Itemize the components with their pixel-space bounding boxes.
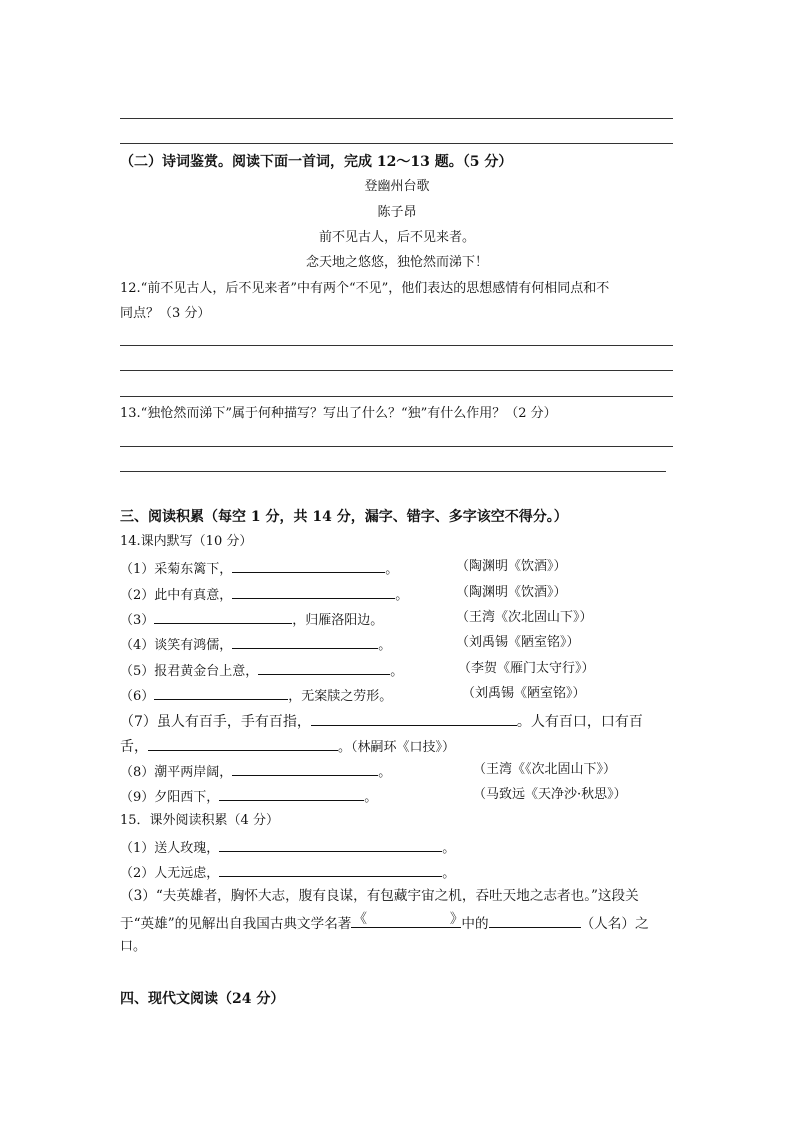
recite-suffix: ，无案牍之劳形。 xyxy=(288,689,393,704)
answer-line[interactable] xyxy=(120,446,673,447)
question-13: 13.“独怆然而涕下”属于何种描写？写出了什么？“独”有什么作用？（2 分） xyxy=(120,406,557,421)
q15-item-1 xyxy=(120,838,455,857)
answer-line[interactable] xyxy=(120,345,673,346)
blank-field[interactable] xyxy=(154,686,288,700)
blank-field[interactable] xyxy=(232,762,378,776)
recite-source-3: （王湾《次北固山下》） xyxy=(456,610,593,625)
recite-prompt: 舌， xyxy=(120,739,148,755)
recite-source-1: （陶渊明《饮酒》） xyxy=(456,559,567,574)
question-15-title: 15．课外阅读积累（4 分） xyxy=(120,813,279,828)
recite-prompt: （6） xyxy=(120,689,155,704)
blank-field[interactable] xyxy=(219,838,442,852)
blank-field[interactable] xyxy=(232,635,378,649)
poem-line-1: 前不见古人，后不见来者。 xyxy=(318,230,475,245)
blank-field[interactable] xyxy=(311,712,517,726)
recite-suffix: 。 xyxy=(395,588,409,603)
section4-heading: 四、现代文阅读（24 分） xyxy=(120,991,285,1007)
recite-suffix: 。 xyxy=(442,841,456,856)
recite-suffix: 。人有百口，口有百 xyxy=(516,714,643,730)
recite-prompt: （4）谈笑有鸿儒， xyxy=(120,638,233,653)
recite-prompt: （7）虽人有百手，手有百指， xyxy=(120,714,311,730)
recite-item-3 xyxy=(120,610,383,629)
recite-item-5 xyxy=(120,661,403,680)
question-14-title: 14.课内默写（10 分） xyxy=(120,534,253,549)
answer-line xyxy=(120,118,673,119)
recite-item-7 xyxy=(120,712,674,730)
answer-line xyxy=(120,143,673,144)
question-12-cont: 同点？（3 分） xyxy=(120,306,211,321)
recite-prompt: （8）潮平两岸阔， xyxy=(120,765,233,780)
recite-prompt: （9）夕阳西下， xyxy=(120,790,220,805)
recite-item-7-cont xyxy=(120,737,455,756)
book-title-blank[interactable] xyxy=(351,911,464,928)
recite-item-9 xyxy=(120,787,377,806)
person-name-blank[interactable] xyxy=(489,914,581,928)
recite-source-9: （马致远《天净沙·秋思》） xyxy=(473,787,627,802)
recite-item-8 xyxy=(120,762,391,781)
recite-prompt: （2）人无远虑， xyxy=(120,866,220,881)
book-mark-open: 《 xyxy=(353,911,367,927)
recite-item-4 xyxy=(120,635,391,654)
recite-prompt: （1）采菊东篱下， xyxy=(120,562,233,577)
recite-suffix: ，归雁洛阳边。 xyxy=(292,613,384,628)
section3-heading: 三、阅读积累（每空 1 分，共 14 分，漏字、错字、多字该空不得分。） xyxy=(120,509,568,525)
book-mark-close: 》 xyxy=(449,911,464,927)
answer-line[interactable] xyxy=(120,471,666,472)
recite-prompt: （3） xyxy=(120,613,155,628)
recite-middle: 中的 xyxy=(461,916,489,932)
recite-source-4: （刘禹锡《陋室铭》） xyxy=(456,635,580,650)
blank-field[interactable] xyxy=(219,863,442,877)
question-12: 12.“前不见古人，后不见来者”中有两个“不见”，他们表达的思想感情有何相同点和不 xyxy=(120,281,610,296)
q15-item-3-end: 口。 xyxy=(120,939,147,954)
recite-suffix: 。 xyxy=(442,866,456,881)
poem-author: 陈子昂 xyxy=(377,205,417,220)
answer-line[interactable] xyxy=(120,370,673,371)
blank-field[interactable] xyxy=(219,787,364,801)
recite-suffix: 。（林嗣环《口技》） xyxy=(338,740,456,755)
recite-item-2 xyxy=(120,585,408,604)
blank-field[interactable] xyxy=(148,737,338,751)
recite-suffix: 。 xyxy=(390,664,404,679)
q15-item-3: （3）“夫英雄者，胸怀大志，腹有良谋，有包藏宇宙之机，吞吐天地之志者也。”这段关 xyxy=(120,888,639,904)
section2-heading: （二）诗词鉴赏。阅读下面一首词，完成 12～13 题。（5 分） xyxy=(120,154,513,170)
recite-source-8: （王湾《《次北固山下》） xyxy=(473,762,617,777)
recite-source-5: （李贺《雁门太守行》） xyxy=(458,661,595,676)
recite-source-2: （陶渊明《饮酒》） xyxy=(456,585,567,600)
blank-field[interactable] xyxy=(258,661,390,675)
recite-suffix: 。 xyxy=(378,638,392,653)
recite-prompt: （1）送人玫瑰， xyxy=(120,841,220,856)
recite-source-6: （刘禹锡《陋室铭》） xyxy=(462,686,586,701)
blank-field[interactable] xyxy=(232,559,385,573)
recite-suffix: （人名）之 xyxy=(580,916,649,932)
recite-suffix: 。 xyxy=(378,765,392,780)
recite-prompt: （2）此中有真意， xyxy=(120,588,233,603)
blank-field[interactable] xyxy=(232,585,395,599)
blank-field[interactable] xyxy=(154,610,292,624)
q15-item-3-cont xyxy=(120,911,649,932)
recite-suffix: 。 xyxy=(385,562,399,577)
recite-prompt: （5）报君黄金台上意， xyxy=(120,664,259,679)
answer-line[interactable] xyxy=(120,396,673,397)
recite-item-1 xyxy=(120,559,398,578)
recite-prompt: 于“英雄”的见解出自我国古典文学名著 xyxy=(120,916,352,932)
poem-title: 登幽州台歌 xyxy=(364,179,430,194)
recite-item-6 xyxy=(120,686,392,705)
q15-item-2 xyxy=(120,863,455,882)
recite-suffix: 。 xyxy=(364,790,378,805)
poem-line-2: 念天地之悠悠，独怆然而涕下！ xyxy=(305,255,488,270)
